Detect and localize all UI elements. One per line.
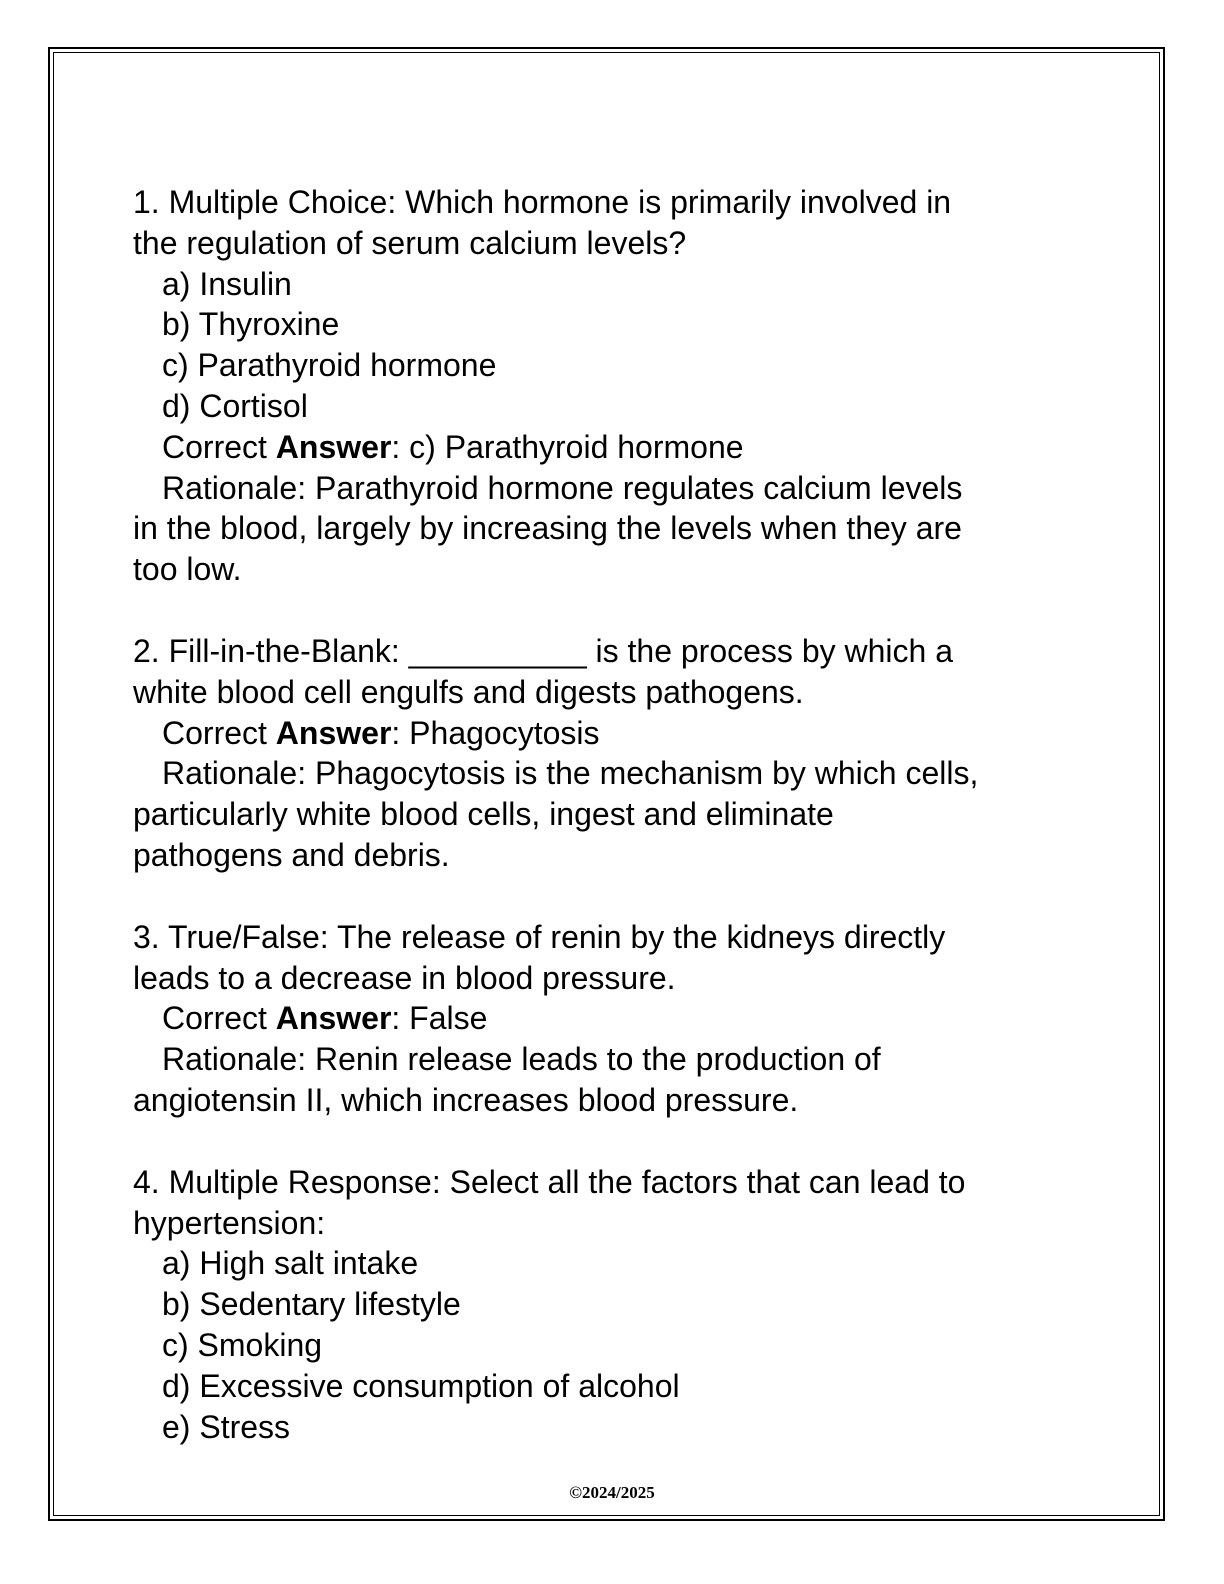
answer-prefix: Correct bbox=[162, 714, 276, 751]
rationale-line: particularly white blood cells, ingest and eliminate bbox=[133, 796, 834, 833]
question-3 bbox=[133, 917, 1093, 1121]
answer-prefix: Correct bbox=[162, 428, 276, 465]
answer-label: Answer bbox=[275, 714, 392, 751]
rationale-line: too low. bbox=[133, 551, 242, 588]
correct-answer bbox=[133, 998, 1093, 1039]
option-e: e) Stress bbox=[162, 1408, 291, 1445]
answer-prefix: Correct bbox=[162, 1000, 276, 1037]
question-stem-line: 2. Fill-in-the-Blank: __________ is the process by which a bbox=[133, 632, 953, 669]
rationale-line: Rationale: Parathyroid hormone regulates calcium levels bbox=[162, 469, 963, 506]
answer-value: : c) Parathyroid hormone bbox=[391, 428, 744, 465]
rationale-line: in the blood, largely by increasing the levels when they are bbox=[133, 510, 962, 547]
question-stem-line: the regulation of serum calcium levels? bbox=[133, 224, 687, 261]
answer-label: Answer bbox=[275, 1000, 392, 1037]
option-d: d) Excessive consumption of alcohol bbox=[162, 1367, 680, 1404]
correct-answer bbox=[133, 713, 1093, 754]
correct-answer bbox=[133, 427, 1093, 468]
question-stem-line: 4. Multiple Response: Select all the factors that can lead to bbox=[133, 1163, 966, 1200]
option-a: a) High salt intake bbox=[162, 1245, 419, 1282]
question-stem-line: 1. Multiple Choice: Which hormone is primarily involved in bbox=[133, 184, 952, 220]
question-4 bbox=[133, 1162, 1093, 1448]
option-b: b) Thyroxine bbox=[162, 306, 340, 343]
copyright-footer: ©2024/2025 bbox=[569, 1483, 655, 1502]
question-1 bbox=[133, 182, 1093, 590]
answer-value: : Phagocytosis bbox=[391, 714, 600, 751]
rationale-line: angiotensin II, which increases blood pressure. bbox=[133, 1081, 799, 1118]
option-c: c) Smoking bbox=[162, 1326, 323, 1363]
answer-value: : False bbox=[391, 1000, 488, 1037]
option-d: d) Cortisol bbox=[162, 387, 308, 424]
option-c: c) Parathyroid hormone bbox=[162, 347, 497, 384]
question-list bbox=[133, 182, 1093, 1488]
rationale-line: pathogens and debris. bbox=[133, 836, 450, 873]
question-stem-line: white blood cell engulfs and digests pathogens. bbox=[133, 673, 804, 710]
question-stem-line: leads to a decrease in blood pressure. bbox=[133, 959, 676, 996]
option-a: a) Insulin bbox=[162, 265, 292, 302]
question-stem-line: 3. True/False: The release of renin by the kidneys directly bbox=[133, 918, 946, 955]
option-b: b) Sedentary lifestyle bbox=[162, 1286, 461, 1323]
question-stem-line: hypertension: bbox=[133, 1204, 326, 1241]
rationale-line: Rationale: Renin release leads to the production of bbox=[162, 1041, 881, 1078]
question-2 bbox=[133, 631, 1093, 876]
rationale-line: Rationale: Phagocytosis is the mechanism by which cells, bbox=[162, 755, 979, 792]
answer-label: Answer bbox=[275, 428, 392, 465]
